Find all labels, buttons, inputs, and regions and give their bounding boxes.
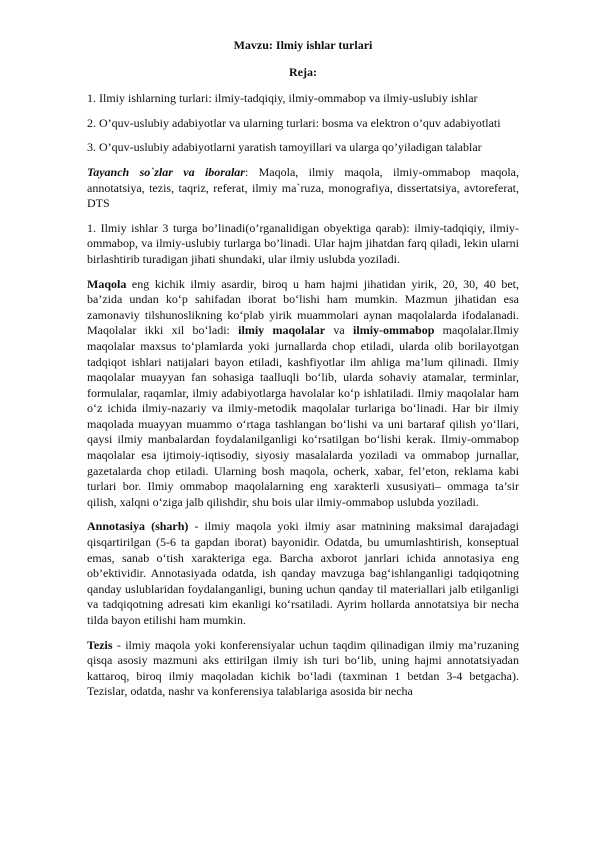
page-title: Mavzu: Ilmiy ishlar turlari (233, 38, 373, 52)
maqola-bold-1: ilmiy maqolalar (238, 323, 326, 338)
tezis-text: - ilmiy maqola yoki konferensiyalar uchun taqdim qilinadigan ilmiy ma’ruzaning qisqa asosiy mazmuni aks ettirilgan ilmiy ish turi bo‘lib, uning hajmi annotatsiyadan kattaroq, biroq ilmiy maqoladan kichik bo‘ladi (taxminan 1 betdan 3-4 betgacha). Tezislar, odatda, nashr va konferensiya talablariga asosida bir necha (87, 637, 519, 699)
plan-heading: Reja: (289, 64, 317, 79)
key-terms-label: Tayanch so`zlar va iboralar (87, 164, 245, 179)
plan-item-3: 3. O’quv-uslubiy adabiyotlarni yaratish tamoyillari va ularga qo’yiladigan talablar (87, 140, 482, 155)
key-terms-paragraph (87, 165, 519, 212)
maqola-term: Maqola (87, 276, 127, 291)
document-page (87, 38, 519, 709)
intro-paragraph: 1. Ilmiy ishlar 3 turga bo’linadi(o’rganalidigan obyektiga qarab): ilmiy-tadqiqiy, ilmiy-ommabop, va ilmiy-uslubiy turlarga bo’linadi. Ular hajm jihatdan farq qiladi, lekin ularni birlashtirib turadigan jihati shundaki, ular ilmiy uslubda yoziladi. (87, 220, 519, 266)
maqola-text-3: maqolalar.Ilmiy maqolalar maxsus to‘plamlarda yoki jurnallarda chop etiladi, ularda olib borilayotgan tadqiqot ishlari natijalari bayon etiladi, kashfiyotlar ilm ahliga ma’lum qilinadi. Ilmiy maqolalar muayyan fan sohasiga taalluqli bo‘lib, ularda sohaviy atamalar, terminlar, formulalar, raqamlar, ilmiy adabiyotlarga havolalar ko‘p ishlatiladi. Ilmiy maqolalar ham o‘z ichida ilmiy-nazariy va ilmiy-metodik maqolalar turlariga bo‘linadi. Har bir ilmiy maqolada muayyan muammo o‘rtaga tashlangan bo‘lishi va uni bartaraf qilish yo‘llari, qaysi ilmiy manbalardan foydalanilganligi ko‘rsatilgan bo‘lishi kerak. Ilmiy-ommabop maqolalar esa ijtimoiy-iqtisodiy, siyosiy masalalarda yoziladi va ommabop jurnallar, gazetalarda chop etiladi. Ularning bosh maqola, ocherk, xabar, fel’eton, reklama kabi turlari bor. Ilmiy ommabop maqolalarning eng xarakterli xususiyati– ommaga ta’sir qilish, xalqni o‘ziga jalb qilishdir, shu bois ular ilmiy-ommabop uslubda yoziladi. (87, 323, 519, 509)
maqola-paragraph (87, 277, 519, 511)
maqola-text-2: va (325, 323, 354, 338)
plan-item-1: 1. Ilmiy ishlarning turlari: ilmiy-tadqiqiy, ilmiy-ommabop va ilmiy-uslubiy ishlar (87, 91, 478, 106)
annotatsiya-term: Annotasiya (sharh) (87, 519, 189, 534)
annotatsiya-text: - ilmiy maqola yoki ilmiy asar matnining maksimal darajadagi qisqartirilgan (5-6 ta gapdan iborat) bayonidir. Odatda, bu umumlashtirish, konseptual emas, sanab o‘tish xarakteriga ega. Barcha axborot janrlari ichida annotasiya eng ob’ektividir. Annotasiyada odatda, ish qanday mavzuga bag‘ishlanganligi tadqiqotning qanday uslublaridan foydalanganligi, buning uchun qanday til materiallari jalb etilganligi va tadqiqotning adresati kim ekanligi ko‘rsatiladi. Ayrim hollarda annotatsiya bir necha tilda bayon etilishi ham mumkin. (87, 519, 519, 627)
maqola-text-1: eng kichik ilmiy asardir, biroq u ham hajmi jihatidan yirik, 20, 30, 40 bet, ba’zida undan ko‘p sahifadan iborat bo‘lishi ham mumkin. Mazmun jihatidan esa zamonaviy tilshunoslikning ko‘plab yirik muammolari aynan maqolalarda ifodalanadi. Maqolalar ikki xil bo‘ladi: (87, 276, 519, 338)
tezis-term: Tezis (87, 637, 113, 652)
maqola-bold-2: ilmiy-ommabop (353, 323, 435, 338)
tezis-paragraph (87, 638, 519, 700)
annotatsiya-paragraph (87, 519, 519, 628)
key-terms-text: : Maqola, ilmiy maqola, ilmiy-ommabop maqola, annotatsiya, tezis, taqriz, referat, ilmiy ma`ruza, monografiya, dissertatsiya, avtoreferat, DTS (87, 164, 519, 211)
plan-item-2: 2. O’quv-uslubiy adabiyotlar va ularning turlari: bosma va elektron o’quv adabiyotlati (87, 115, 501, 130)
